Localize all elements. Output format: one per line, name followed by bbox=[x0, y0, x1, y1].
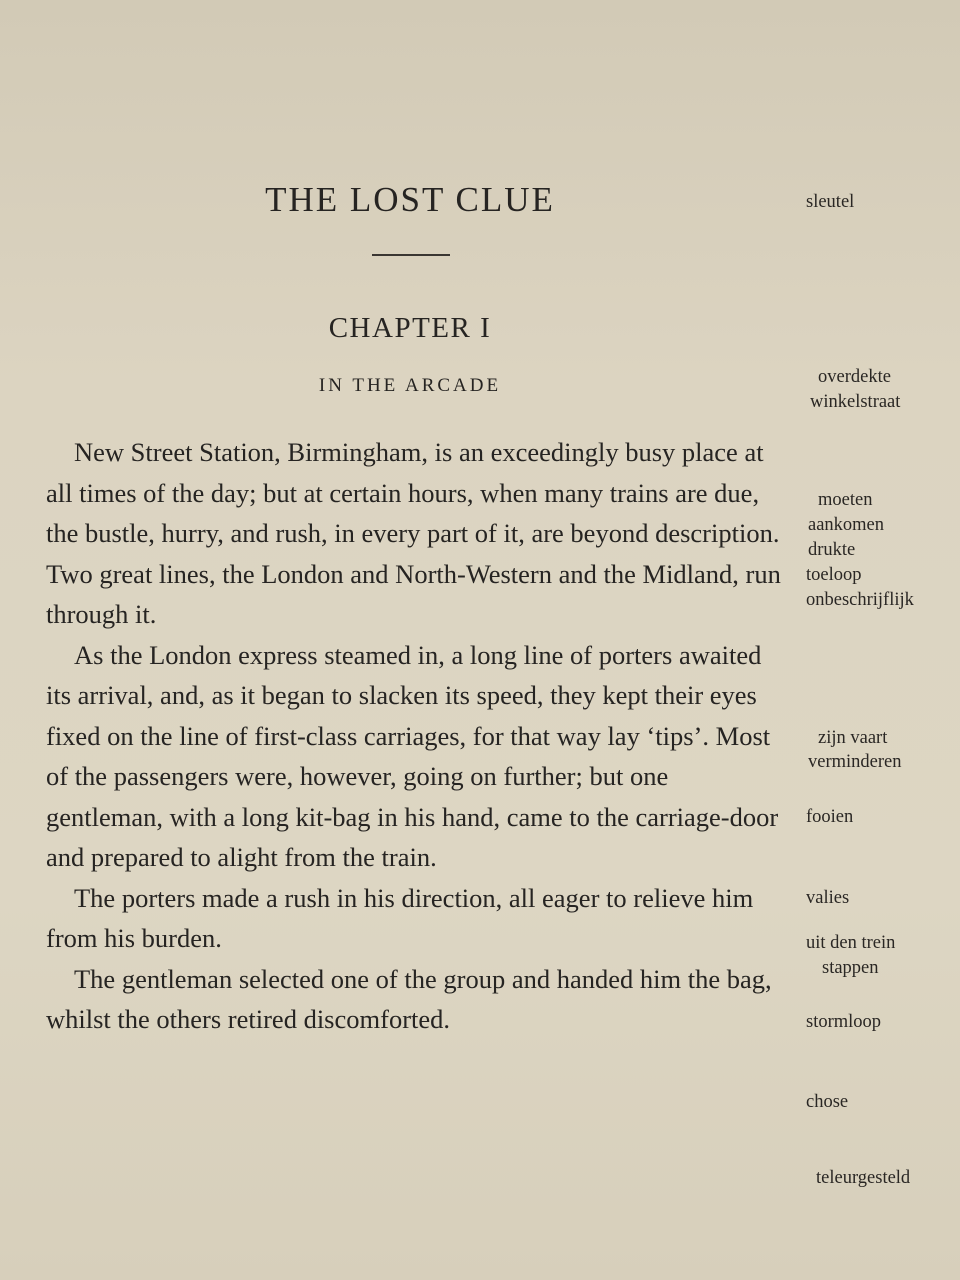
paragraph-3: The porters made a rush in his direction, all eager to relieve him from his burden. bbox=[46, 882, 754, 953]
paragraph-1: New Street Station, Birmingham, is an exceedingly busy place at all times of the day; but at certain hours, when many trains are due, the bustle, hurry, and rush, in every part of it, are beyond description. Two great lines, the London and North-Western and the Midland, run through it. bbox=[46, 437, 781, 629]
chapter-heading: CHAPTER I bbox=[328, 312, 492, 344]
gloss-fooien: fooien bbox=[806, 807, 854, 827]
title-divider bbox=[372, 254, 450, 256]
gloss-overdekte: overdekte bbox=[818, 367, 891, 387]
paragraph-4: The gentleman selected one of the group and handed him the bag, whilst the others retired discomforted. bbox=[46, 963, 772, 1034]
gloss-verminderen: verminderen bbox=[808, 752, 902, 772]
book-title: THE LOST CLUE bbox=[265, 180, 555, 219]
gloss-toeloop: toeloop bbox=[806, 565, 862, 585]
gloss-stormloop: stormloop bbox=[806, 1012, 882, 1032]
gloss-drukte: drukte bbox=[808, 540, 856, 560]
gloss-valies: valies bbox=[806, 888, 850, 908]
gloss-sleutel: sleutel bbox=[806, 192, 855, 212]
gloss-winkelstraat: winkelstraat bbox=[810, 392, 901, 412]
body-text bbox=[46, 432, 788, 1040]
gloss-onbeschrijflijk: onbeschrijflijk bbox=[806, 590, 914, 610]
chapter-subheading: IN THE ARCADE bbox=[318, 375, 502, 396]
gloss-uit-den-trein: uit den trein bbox=[806, 933, 896, 953]
paragraph-2: As the London express steamed in, a long line of porters awaited its arrival, and, as it began to slacken its speed, they kept their eyes fixed on the line of first-class carriages, for that way lay ‘tips’. Most of the passengers were, however, going on further; but one gentleman, with a long kit-bag in his hand, came to the carriage-door and prepared to alight from the train. bbox=[46, 639, 779, 872]
gloss-stappen: stappen bbox=[822, 958, 879, 978]
gloss-chose: chose bbox=[806, 1092, 849, 1112]
gloss-moeten: moeten bbox=[818, 490, 873, 510]
gloss-zijn-vaart: zijn vaart bbox=[818, 728, 888, 748]
gloss-aankomen: aankomen bbox=[808, 515, 885, 535]
gloss-teleurgesteld: teleurgesteld bbox=[816, 1168, 911, 1188]
